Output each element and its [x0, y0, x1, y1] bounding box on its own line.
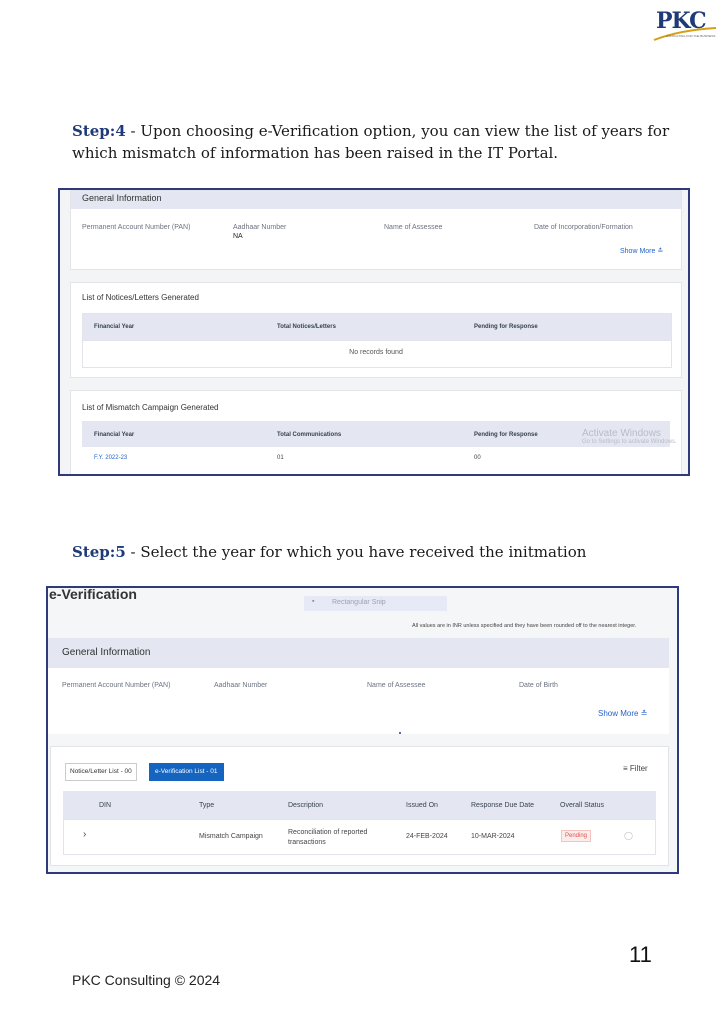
general-info-card — [70, 190, 682, 270]
chevron-double-down-icon: ≛ — [657, 248, 664, 255]
notices-col-fy: Financial Year — [94, 324, 135, 330]
show-more-link[interactable] — [620, 247, 663, 255]
notices-header-row — [82, 313, 672, 341]
row-issued-on: 24-FEB-2024 — [406, 833, 448, 840]
everification-title: e-Verification — [49, 586, 137, 602]
mismatch-col-fy: Financial Year — [94, 432, 135, 438]
filter-button[interactable] — [623, 764, 648, 773]
general-info-card-2 — [48, 638, 669, 734]
mismatch-title: List of Mismatch Campaign Generated — [82, 403, 219, 412]
watermark-line1: Activate Windows — [582, 428, 661, 439]
filter-label: Filter — [629, 764, 648, 773]
activate-windows-watermark — [582, 428, 677, 445]
mismatch-pending-value: 00 — [474, 455, 481, 461]
field-assessee: Name of Assessee — [384, 224, 443, 231]
step4-label: Step:4 — [72, 122, 126, 140]
pkc-logo — [650, 8, 720, 44]
inr-note: All values are in INR unless specified and they have been rounded off to the nearest integer. — [412, 623, 637, 629]
row-due-date: 10-MAR-2024 — [471, 833, 515, 840]
step5-paragraph — [72, 541, 672, 563]
general-info-title-2: General Information — [62, 647, 151, 658]
notices-title: List of Notices/Letters Generated — [82, 293, 199, 302]
col-description: Description — [288, 802, 324, 809]
everification-list-card — [50, 746, 669, 866]
mismatch-total-value: 01 — [277, 455, 284, 461]
show-more-label: Show More — [620, 248, 656, 255]
tab-everification-label: e-Verification List - 01 — [155, 768, 218, 775]
row-type: Mismatch Campaign — [199, 833, 263, 840]
snip-icon: ▪ — [312, 598, 315, 605]
notices-col-pending: Pending for Response — [474, 324, 538, 330]
col-issued-on: Issued On — [406, 802, 438, 809]
filter-icon: ≡ — [623, 764, 628, 773]
step4-paragraph — [72, 120, 672, 164]
col-overall-status: Overall Status — [560, 802, 604, 809]
status-badge: Pending — [561, 830, 591, 842]
field-assessee-2: Name of Assessee — [367, 682, 426, 689]
notices-card — [70, 282, 682, 378]
fy-2022-23-link[interactable]: F.Y. 2022-23 — [94, 455, 128, 461]
logo-text: PKC — [656, 8, 706, 34]
notices-col-total: Total Notices/Letters — [277, 324, 336, 330]
chevron-double-down-icon-2: ≛ — [640, 709, 648, 718]
step5-label: Step:5 — [72, 543, 126, 561]
screenshot-everification — [46, 586, 679, 874]
screenshot-mismatch-list — [58, 188, 690, 476]
notices-empty-text: No records found — [349, 349, 403, 356]
expand-chevron-icon[interactable]: › — [83, 829, 87, 840]
step5-text: - Select the year for which you have received the initmation — [125, 543, 587, 561]
col-type: Type — [199, 802, 215, 809]
field-aadhaar-2: Aadhaar Number — [214, 682, 268, 689]
mismatch-col-pending: Pending for Response — [474, 432, 538, 438]
col-response-due: Response Due Date — [471, 802, 535, 809]
step4-text: - Upon choosing e-Verification option, you can view the list of years for which mismatch of information has been raised in the IT Portal. — [72, 122, 670, 162]
general-info-title: General Information — [82, 193, 162, 203]
col-din: DIN — [99, 802, 112, 809]
tab-notice-letter-list[interactable] — [65, 763, 137, 781]
page-number: 11 — [629, 942, 652, 967]
tab-everification-list[interactable] — [149, 763, 224, 781]
loading-dot-icon — [399, 732, 401, 734]
field-dob-2: Date of Birth — [519, 682, 558, 689]
row-description: Reconciliation of reported transactions — [288, 829, 368, 846]
bell-icon[interactable]: ◯ — [624, 831, 633, 840]
field-pan: Permanent Account Number (PAN) — [82, 224, 191, 231]
field-pan-2: Permanent Account Number (PAN) — [62, 682, 171, 689]
watermark-line2: Go to Settings to activate Windows. — [582, 439, 677, 445]
general-info-header — [71, 191, 681, 209]
snip-label: Rectangular Snip — [332, 599, 386, 606]
logo-swoosh-icon — [650, 8, 720, 44]
aadhaar-value: NA — [233, 233, 243, 240]
footer-text: PKC Consulting © 2024 — [72, 972, 221, 988]
show-more-label-2: Show More — [598, 709, 639, 718]
field-aadhaar: Aadhaar Number — [233, 224, 287, 231]
field-incorporation: Date of Incorporation/Formation — [534, 224, 633, 231]
show-more-link-2[interactable] — [598, 709, 647, 718]
tab-notice-letter-label: Notice/Letter List - 00 — [70, 768, 132, 775]
mismatch-col-total: Total Communications — [277, 432, 342, 438]
logo-tagline: CONSULTING FOR THE BUSINESS — [666, 34, 716, 38]
rectangular-snip-bar — [304, 596, 447, 611]
